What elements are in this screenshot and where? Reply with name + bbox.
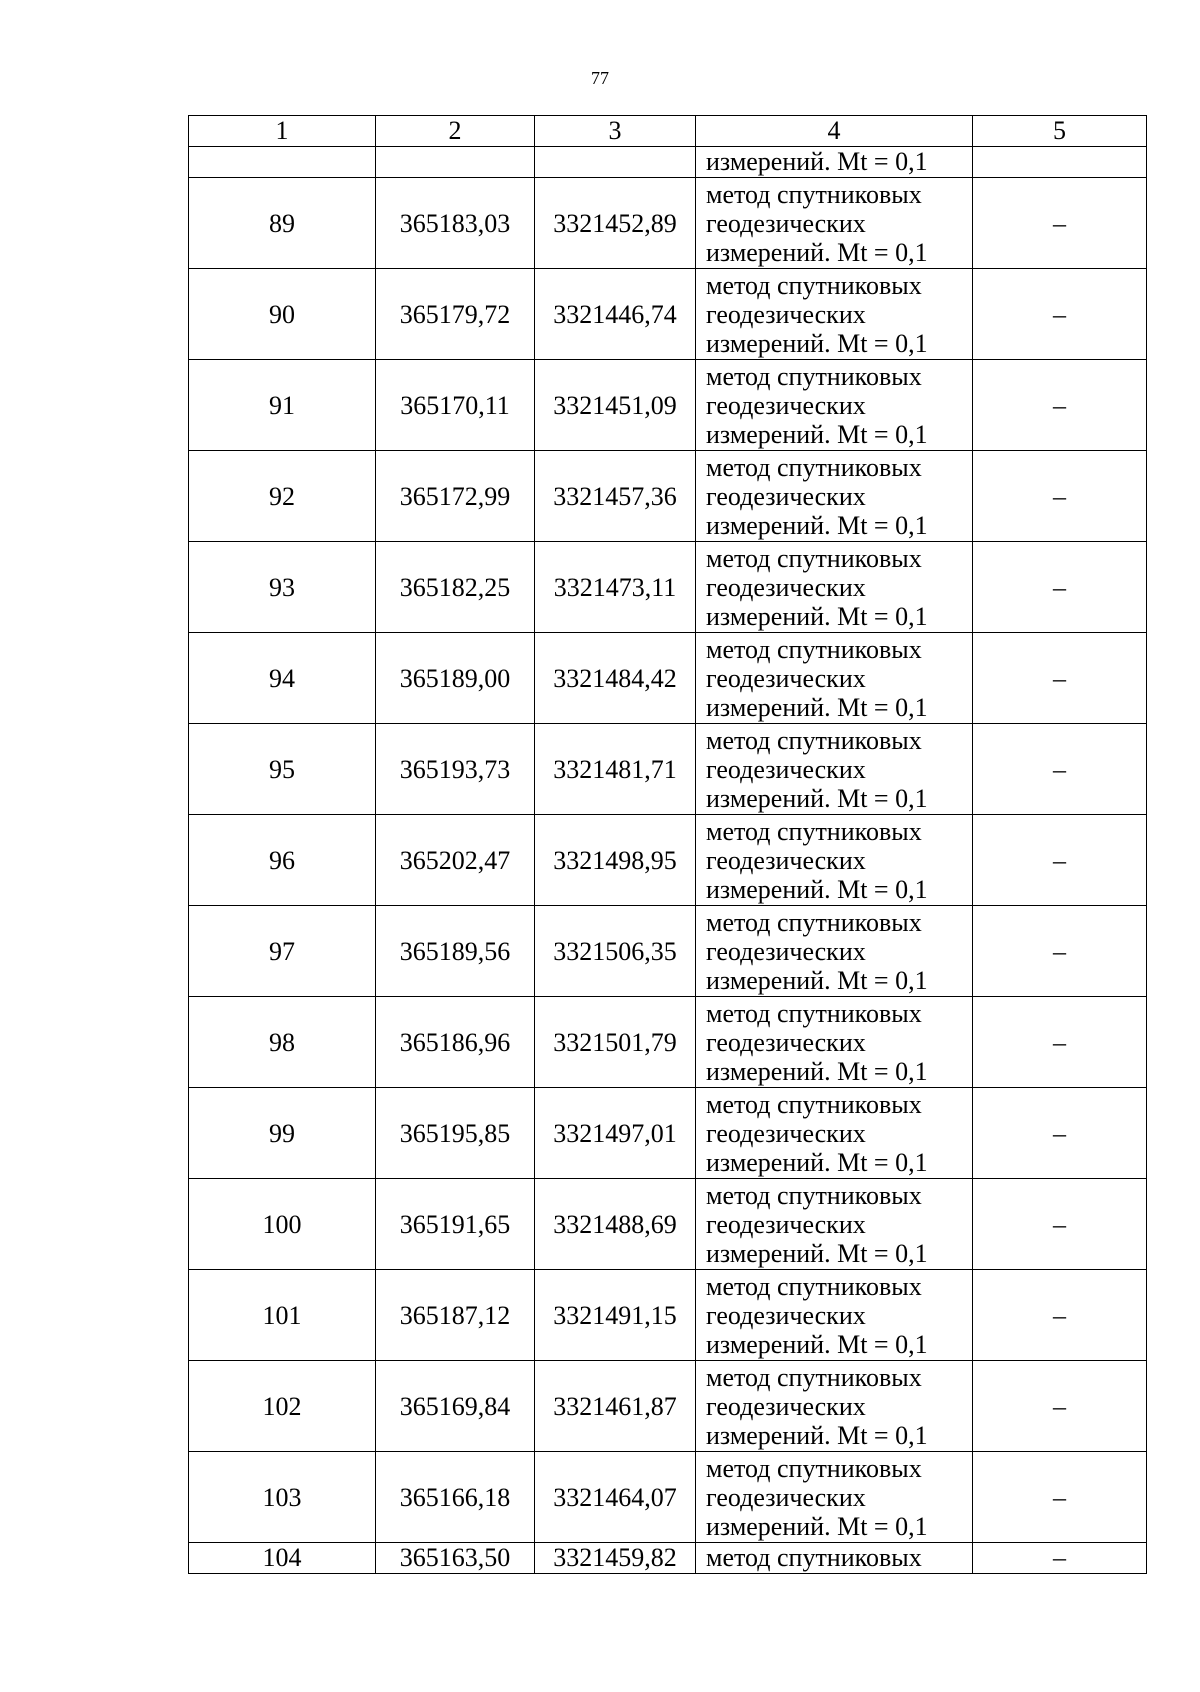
method-line-2: геодезических <box>706 1300 866 1330</box>
table-row-last <box>189 1543 1147 1574</box>
description-cell: – <box>973 1543 1147 1574</box>
description-cell: – <box>973 633 1147 724</box>
table-row <box>189 633 1147 724</box>
point-number-cell: 102 <box>189 1361 376 1452</box>
y-coordinate-cell: 3321464,07 <box>535 1452 696 1543</box>
method-line-3: измерений. Mt = 0,1 <box>706 1511 928 1541</box>
method-line-1: метод спутниковых <box>706 1362 922 1392</box>
y-coordinate-cell: 3321473,11 <box>535 542 696 633</box>
method-line-1: метод спутниковых <box>706 361 922 391</box>
x-coordinate-cell <box>376 147 535 178</box>
x-coordinate-cell: 365163,50 <box>376 1543 535 1574</box>
table-row <box>189 906 1147 997</box>
method-cell <box>696 1179 973 1270</box>
method-line-3: измерений. Mt = 0,1 <box>706 1238 928 1268</box>
method-cell <box>696 1270 973 1361</box>
method-line-2: геодезических <box>706 1209 866 1239</box>
page-number: 77 <box>591 68 609 88</box>
method-line-2: геодезических <box>706 299 866 329</box>
method-cell <box>696 451 973 542</box>
description-cell: – <box>973 997 1147 1088</box>
method-line-2: геодезических <box>706 1391 866 1421</box>
coordinates-table-body <box>189 116 1147 1574</box>
y-coordinate-cell: 3321498,95 <box>535 815 696 906</box>
y-coordinate-cell <box>535 147 696 178</box>
method-line-1: метод спутниковых <box>706 543 922 573</box>
point-number-cell: 99 <box>189 1088 376 1179</box>
method-line-1: метод спутниковых <box>706 907 922 937</box>
method-line-1: метод спутниковых <box>706 1089 922 1119</box>
method-line-3: измерений. Mt = 0,1 <box>706 1420 928 1450</box>
method-line-2: геодезических <box>706 1027 866 1057</box>
method-line-1: метод спутниковых <box>706 270 922 300</box>
table-row <box>189 269 1147 360</box>
y-coordinate-cell: 3321506,35 <box>535 906 696 997</box>
y-coordinate-cell: 3321491,15 <box>535 1270 696 1361</box>
method-line-1: метод спутниковых <box>706 634 922 664</box>
table-row <box>189 1452 1147 1543</box>
method-line-1: метод спутниковых <box>706 452 922 482</box>
description-cell: – <box>973 1452 1147 1543</box>
method-cell: измерений. Mt = 0,1 <box>696 147 973 178</box>
description-cell: – <box>973 1088 1147 1179</box>
method-line-3: измерений. Mt = 0,1 <box>706 601 928 631</box>
method-cell <box>696 178 973 269</box>
table-row <box>189 815 1147 906</box>
x-coordinate-cell: 365166,18 <box>376 1452 535 1543</box>
description-cell: – <box>973 542 1147 633</box>
table-row <box>189 542 1147 633</box>
description-cell <box>973 147 1147 178</box>
method-cell: метод спутниковых <box>696 1543 973 1574</box>
description-cell: – <box>973 451 1147 542</box>
point-number-cell: 92 <box>189 451 376 542</box>
method-line-1: метод спутниковых <box>706 998 922 1028</box>
method-line-3: измерений. Mt = 0,1 <box>706 1056 928 1086</box>
x-coordinate-cell: 365183,03 <box>376 178 535 269</box>
x-coordinate-cell: 365193,73 <box>376 724 535 815</box>
method-line-1: метод спутниковых <box>706 816 922 846</box>
table-row <box>189 1179 1147 1270</box>
table-row <box>189 1088 1147 1179</box>
method-line-1: метод спутниковых <box>706 1453 922 1483</box>
method-line-3: измерений. Mt = 0,1 <box>706 965 928 995</box>
method-cell <box>696 815 973 906</box>
method-line-3: измерений. Mt = 0,1 <box>706 328 928 358</box>
method-line-2: геодезических <box>706 208 866 238</box>
point-number-cell <box>189 147 376 178</box>
description-cell: – <box>973 178 1147 269</box>
point-number-cell: 94 <box>189 633 376 724</box>
header-cell-4: 4 <box>696 116 973 147</box>
point-number-cell: 97 <box>189 906 376 997</box>
y-coordinate-cell: 3321488,69 <box>535 1179 696 1270</box>
method-line-3: измерений. Mt = 0,1 <box>706 1147 928 1177</box>
table-row <box>189 360 1147 451</box>
method-line-1: метод спутниковых <box>706 179 922 209</box>
y-coordinate-cell: 3321459,82 <box>535 1543 696 1574</box>
x-coordinate-cell: 365169,84 <box>376 1361 535 1452</box>
y-coordinate-cell: 3321481,71 <box>535 724 696 815</box>
x-coordinate-cell: 365189,56 <box>376 906 535 997</box>
method-line-3: измерений. Mt = 0,1 <box>706 783 928 813</box>
method-cell <box>696 269 973 360</box>
description-cell: – <box>973 1179 1147 1270</box>
table-row <box>189 1361 1147 1452</box>
y-coordinate-cell: 3321501,79 <box>535 997 696 1088</box>
header-cell-5: 5 <box>973 116 1147 147</box>
x-coordinate-cell: 365172,99 <box>376 451 535 542</box>
coordinates-table <box>188 115 1147 1574</box>
continued-row <box>189 147 1147 178</box>
description-cell: – <box>973 1270 1147 1361</box>
table-row <box>189 724 1147 815</box>
method-line-1: метод спутниковых <box>706 1271 922 1301</box>
description-cell: – <box>973 360 1147 451</box>
method-line-2: геодезических <box>706 754 866 784</box>
table-header-row <box>189 116 1147 147</box>
table-row <box>189 1270 1147 1361</box>
method-line-2: геодезических <box>706 663 866 693</box>
method-cell <box>696 997 973 1088</box>
y-coordinate-cell: 3321451,09 <box>535 360 696 451</box>
method-line-3: измерений. Mt = 0,1 <box>706 874 928 904</box>
description-cell: – <box>973 269 1147 360</box>
method-line-1: метод спутниковых <box>706 1180 922 1210</box>
method-line-3: измерений. Mt = 0,1 <box>706 419 928 449</box>
method-line-3: измерений. Mt = 0,1 <box>706 237 928 267</box>
header-cell-3: 3 <box>535 116 696 147</box>
method-line-2: геодезических <box>706 481 866 511</box>
method-cell <box>696 724 973 815</box>
method-line-1: метод спутниковых <box>706 725 922 755</box>
x-coordinate-cell: 365189,00 <box>376 633 535 724</box>
table-row <box>189 451 1147 542</box>
x-coordinate-cell: 365179,72 <box>376 269 535 360</box>
method-cell <box>696 1452 973 1543</box>
method-line-3: измерений. Mt = 0,1 <box>706 1329 928 1359</box>
method-cell <box>696 906 973 997</box>
y-coordinate-cell: 3321457,36 <box>535 451 696 542</box>
point-number-cell: 95 <box>189 724 376 815</box>
y-coordinate-cell: 3321461,87 <box>535 1361 696 1452</box>
header-cell-1: 1 <box>189 116 376 147</box>
method-line-2: геодезических <box>706 390 866 420</box>
method-cell <box>696 360 973 451</box>
method-cell <box>696 1088 973 1179</box>
y-coordinate-cell: 3321484,42 <box>535 633 696 724</box>
x-coordinate-cell: 365186,96 <box>376 997 535 1088</box>
x-coordinate-cell: 365202,47 <box>376 815 535 906</box>
method-cell <box>696 633 973 724</box>
method-cell <box>696 1361 973 1452</box>
point-number-cell: 91 <box>189 360 376 451</box>
description-cell: – <box>973 724 1147 815</box>
y-coordinate-cell: 3321497,01 <box>535 1088 696 1179</box>
description-cell: – <box>973 906 1147 997</box>
point-number-cell: 103 <box>189 1452 376 1543</box>
x-coordinate-cell: 365182,25 <box>376 542 535 633</box>
x-coordinate-cell: 365191,65 <box>376 1179 535 1270</box>
point-number-cell: 89 <box>189 178 376 269</box>
header-cell-2: 2 <box>376 116 535 147</box>
table-row <box>189 178 1147 269</box>
method-line-3: измерений. Mt = 0,1 <box>706 692 928 722</box>
y-coordinate-cell: 3321452,89 <box>535 178 696 269</box>
description-cell: – <box>973 815 1147 906</box>
point-number-cell: 90 <box>189 269 376 360</box>
table-row <box>189 997 1147 1088</box>
x-coordinate-cell: 365170,11 <box>376 360 535 451</box>
method-line-3: измерений. Mt = 0,1 <box>706 510 928 540</box>
point-number-cell: 100 <box>189 1179 376 1270</box>
x-coordinate-cell: 365187,12 <box>376 1270 535 1361</box>
method-line-2: геодезических <box>706 845 866 875</box>
method-line-2: геодезических <box>706 936 866 966</box>
method-cell <box>696 542 973 633</box>
description-cell: – <box>973 1361 1147 1452</box>
point-number-cell: 104 <box>189 1543 376 1574</box>
method-line-2: геодезических <box>706 572 866 602</box>
point-number-cell: 101 <box>189 1270 376 1361</box>
point-number-cell: 98 <box>189 997 376 1088</box>
point-number-cell: 93 <box>189 542 376 633</box>
method-line-2: геодезических <box>706 1118 866 1148</box>
method-line-2: геодезических <box>706 1482 866 1512</box>
y-coordinate-cell: 3321446,74 <box>535 269 696 360</box>
point-number-cell: 96 <box>189 815 376 906</box>
x-coordinate-cell: 365195,85 <box>376 1088 535 1179</box>
